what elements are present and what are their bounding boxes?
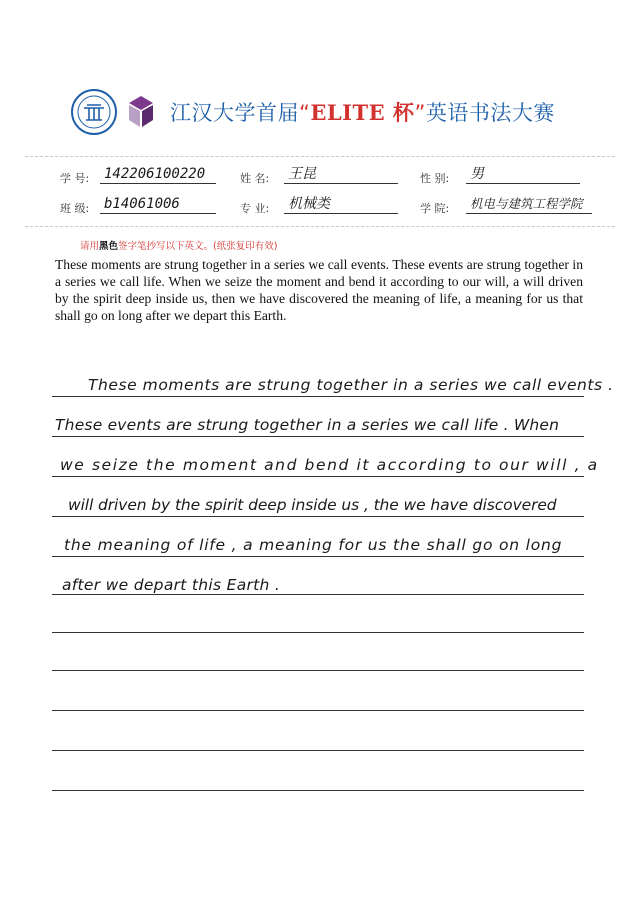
name-field: 王昆 xyxy=(284,165,398,184)
handwritten-line: after we depart this Earth . xyxy=(62,576,281,594)
title-elite: ELITE 杯 xyxy=(310,100,415,125)
writing-rule xyxy=(52,594,584,595)
handwritten-line: These events are strung together in a series we call life . When xyxy=(55,416,560,434)
writing-rule xyxy=(52,632,584,633)
writing-rule xyxy=(52,670,584,671)
instruction-prefix: 请用 xyxy=(80,241,100,252)
major-label: 专 业: xyxy=(240,202,270,215)
gender-label: 性 别: xyxy=(420,172,450,185)
logo-group xyxy=(70,88,156,136)
student-id-field: 142206100220 xyxy=(100,165,216,184)
source-passage: These moments are strung together in a series we call events. These events are strung together in a series we call life. When we seize the moment and bend it according to our will, a will driven by the spirit deep inside us, then we have discovered the meaning of life, a meaning for us that shall go on long after we depart this Earth. xyxy=(55,257,583,323)
instruction-suffix: 签字笔抄写以下英文。(纸张复印有效) xyxy=(118,241,278,252)
handwritten-line: will driven by the spirit deep inside us , the we have discovered xyxy=(68,496,557,514)
contest-mark-icon xyxy=(126,94,156,130)
writing-rule xyxy=(52,476,584,477)
major-field: 机械类 xyxy=(284,195,398,214)
title-suffix: 英语书法大赛 xyxy=(425,101,555,125)
instruction-bold: 黑色 xyxy=(99,241,119,252)
writing-rule xyxy=(52,790,584,791)
writing-rule xyxy=(52,436,584,437)
title-prefix: 江汉大学首届 xyxy=(170,101,299,125)
instruction-text xyxy=(80,238,277,252)
writing-rule xyxy=(52,710,584,711)
handwritten-line: These moments are strung together in a series we call events . xyxy=(88,376,614,394)
writing-rule xyxy=(52,396,584,397)
contest-title xyxy=(170,97,555,127)
class-label: 班 级: xyxy=(60,202,90,215)
title-quote-open: “ xyxy=(299,101,311,125)
class-field: b14061006 xyxy=(100,195,216,214)
writing-rule xyxy=(52,750,584,751)
handwritten-line: we seize the moment and bend it according to our will , a xyxy=(60,456,599,474)
handwritten-line: the meaning of life , a meaning for us the shall go on long xyxy=(64,536,563,554)
writing-rule xyxy=(52,556,584,557)
student-id-label: 学 号: xyxy=(60,172,90,185)
gender-field: 男 xyxy=(466,165,580,184)
divider-middle xyxy=(25,226,615,227)
college-label: 学 院: xyxy=(420,202,450,215)
writing-rule xyxy=(52,516,584,517)
divider-top xyxy=(25,156,615,157)
college-field: 机电与建筑工程学院 xyxy=(466,195,592,214)
name-label: 姓 名: xyxy=(240,172,270,185)
title-quote-close: ” xyxy=(414,101,426,125)
university-seal-icon xyxy=(70,88,118,136)
